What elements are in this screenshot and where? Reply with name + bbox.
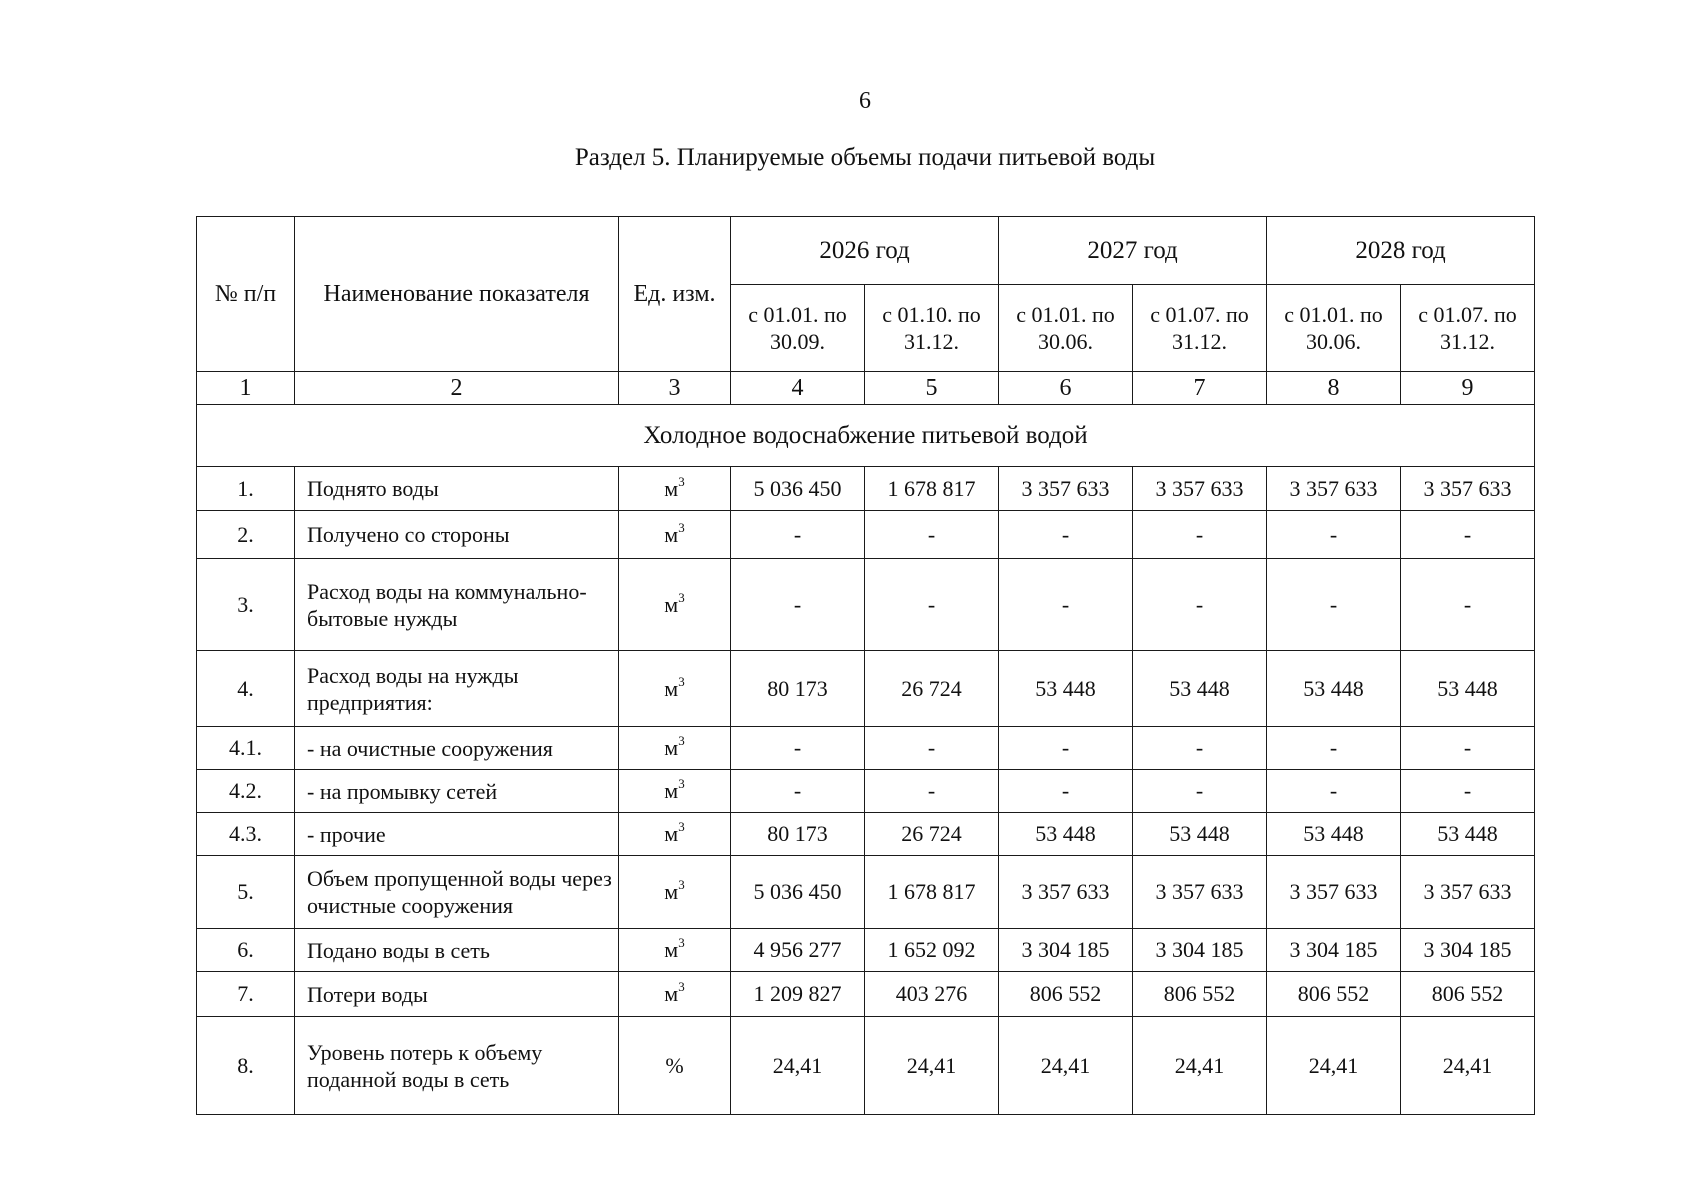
column-number: 3 [619,372,731,405]
indicator-name: Расход воды на нужды предприятия: [295,651,619,727]
unit-exponent: 3 [678,519,685,535]
indicator-name: - на очистные сооружения [295,727,619,770]
header-year-2027: 2027 год [999,217,1267,285]
header-row-years [197,217,1535,285]
value-cell: - [1401,559,1535,651]
water-supply-table [196,216,1535,1115]
unit-cell [619,651,731,727]
row-number: 2. [197,511,295,559]
value-cell: 53 448 [1133,651,1267,727]
indicator-name: Подано воды в сеть [295,929,619,972]
unit-cell [619,856,731,929]
value-cell: - [1133,727,1267,770]
indicator-name: Объем пропущенной воды через очистные сооружения [295,856,619,929]
value-cell: - [731,727,865,770]
value-cell: 1 652 092 [865,929,999,972]
value-cell: 3 357 633 [1401,467,1535,511]
row-number: 4.3. [197,813,295,856]
unit-label: м [664,475,679,501]
page-number: 6 [859,88,871,114]
value-cell: - [865,770,999,813]
value-cell: - [731,770,865,813]
header-year-2028: 2028 год [1267,217,1535,285]
column-number: 2 [295,372,619,405]
row-number: 4.2. [197,770,295,813]
row-number: 1. [197,467,295,511]
column-number-row [197,372,1535,405]
column-number: 6 [999,372,1133,405]
value-cell: - [999,770,1133,813]
unit-label: м [664,591,679,617]
value-cell: 3 304 185 [1401,929,1535,972]
header-name: Наименование показателя [295,217,619,372]
value-cell: - [1133,559,1267,651]
indicator-name: Уровень потерь к объему поданной воды в сеть [295,1017,619,1115]
indicator-name: Получено со стороны [295,511,619,559]
value-cell: 80 173 [731,651,865,727]
value-cell: 806 552 [1401,972,1535,1017]
unit-exponent: 3 [678,935,685,950]
value-cell: - [865,727,999,770]
value-cell: - [999,727,1133,770]
value-cell: - [1267,511,1401,559]
row-number: 5. [197,856,295,929]
indicator-name: Расход воды на коммунально-бытовые нужды [295,559,619,651]
section-title: Раздел 5. Планируемые объемы подачи питьевой воды [574,144,1156,171]
unit-cell [619,929,731,972]
value-cell: - [731,559,865,651]
header-period: с 01.01. по 30.06. [999,285,1133,372]
row-number: 8. [197,1017,295,1115]
unit-exponent: 3 [678,673,685,689]
value-cell: 5 036 450 [731,856,865,929]
table-row [197,1017,1535,1115]
value-cell: - [1267,770,1401,813]
unit-label: м [664,937,679,962]
value-cell: 1 209 827 [731,972,865,1017]
unit-cell [619,813,731,856]
header-period: с 01.01. по 30.09. [731,285,865,372]
value-cell: - [1133,770,1267,813]
value-cell: - [1267,727,1401,770]
unit-cell [619,559,731,651]
unit-cell [619,972,731,1017]
value-cell: 3 357 633 [999,467,1133,511]
value-cell: 3 304 185 [1133,929,1267,972]
unit-cell: % [619,1017,731,1115]
value-cell: 26 724 [865,651,999,727]
value-cell: 806 552 [1133,972,1267,1017]
value-cell: 53 448 [1267,651,1401,727]
unit-label: м [664,735,679,760]
value-cell: 3 357 633 [1401,856,1535,929]
value-cell: 3 357 633 [1267,856,1401,929]
unit-label: м [664,879,679,904]
group-title: Холодное водоснабжение питьевой водой [197,405,1535,467]
value-cell: 1 678 817 [865,856,999,929]
value-cell: - [731,511,865,559]
value-cell: 5 036 450 [731,467,865,511]
table-row [197,972,1535,1017]
indicator-name: Потери воды [295,972,619,1017]
value-cell: 3 304 185 [1267,929,1401,972]
value-cell: - [865,511,999,559]
column-number: 5 [865,372,999,405]
value-cell: 53 448 [999,651,1133,727]
unit-exponent: 3 [678,776,685,791]
row-number: 3. [197,559,295,651]
unit-exponent: 3 [678,877,685,892]
unit-exponent: 3 [678,819,685,834]
table-row [197,651,1535,727]
column-number: 4 [731,372,865,405]
indicator-name: - на промывку сетей [295,770,619,813]
unit-cell [619,770,731,813]
row-number: 7. [197,972,295,1017]
header-year-2026: 2026 год [731,217,999,285]
value-cell: 806 552 [999,972,1133,1017]
value-cell: - [1267,559,1401,651]
unit-label: м [664,521,679,547]
value-cell: 80 173 [731,813,865,856]
table-row [197,929,1535,972]
value-cell: 26 724 [865,813,999,856]
value-cell: 24,41 [999,1017,1133,1115]
value-cell: 53 448 [1133,813,1267,856]
value-cell: 3 357 633 [1133,856,1267,929]
value-cell: 53 448 [1267,813,1401,856]
column-number: 7 [1133,372,1267,405]
value-cell: 24,41 [1401,1017,1535,1115]
table-row [197,813,1535,856]
row-number: 4.1. [197,727,295,770]
value-cell: - [865,559,999,651]
value-cell: 24,41 [731,1017,865,1115]
value-cell: 3 304 185 [999,929,1133,972]
row-number: 6. [197,929,295,972]
header-unit: Ед. изм. [619,217,731,372]
value-cell: 403 276 [865,972,999,1017]
unit-cell [619,511,731,559]
header-num: № п/п [197,217,295,372]
value-cell: 53 448 [1401,813,1535,856]
value-cell: 3 357 633 [1133,467,1267,511]
column-number: 1 [197,372,295,405]
unit-exponent: 3 [678,473,685,489]
value-cell: - [1133,511,1267,559]
header-period: с 01.07. по 31.12. [1133,285,1267,372]
table-row [197,467,1535,511]
table-row [197,559,1535,651]
unit-label: м [664,981,679,1006]
header-period: с 01.10. по 31.12. [865,285,999,372]
group-row [197,405,1535,467]
table-row [197,511,1535,559]
value-cell: 24,41 [1267,1017,1401,1115]
unit-label: м [664,778,679,803]
value-cell: - [1401,511,1535,559]
table-row [197,770,1535,813]
unit-exponent: 3 [678,589,685,605]
value-cell: - [999,511,1133,559]
unit-label: м [664,675,679,701]
value-cell: 3 357 633 [1267,467,1401,511]
value-cell: 3 357 633 [999,856,1133,929]
value-cell: - [999,559,1133,651]
table-row [197,856,1535,929]
value-cell: 806 552 [1267,972,1401,1017]
table-body [197,405,1535,1115]
value-cell: 53 448 [999,813,1133,856]
value-cell: 4 956 277 [731,929,865,972]
indicator-name: - прочие [295,813,619,856]
header-period: с 01.07. по 31.12. [1401,285,1535,372]
value-cell: 24,41 [1133,1017,1267,1115]
unit-exponent: 3 [678,733,685,748]
column-number: 8 [1267,372,1401,405]
value-cell: - [1401,727,1535,770]
unit-cell [619,727,731,770]
unit-exponent: 3 [678,979,685,994]
value-cell: 53 448 [1401,651,1535,727]
unit-label: м [664,821,679,846]
value-cell: 24,41 [865,1017,999,1115]
row-number: 4. [197,651,295,727]
indicator-name: Поднято воды [295,467,619,511]
column-number: 9 [1401,372,1535,405]
value-cell: - [1401,770,1535,813]
value-cell: 1 678 817 [865,467,999,511]
header-period: с 01.01. по 30.06. [1267,285,1401,372]
table-row [197,727,1535,770]
unit-cell [619,467,731,511]
